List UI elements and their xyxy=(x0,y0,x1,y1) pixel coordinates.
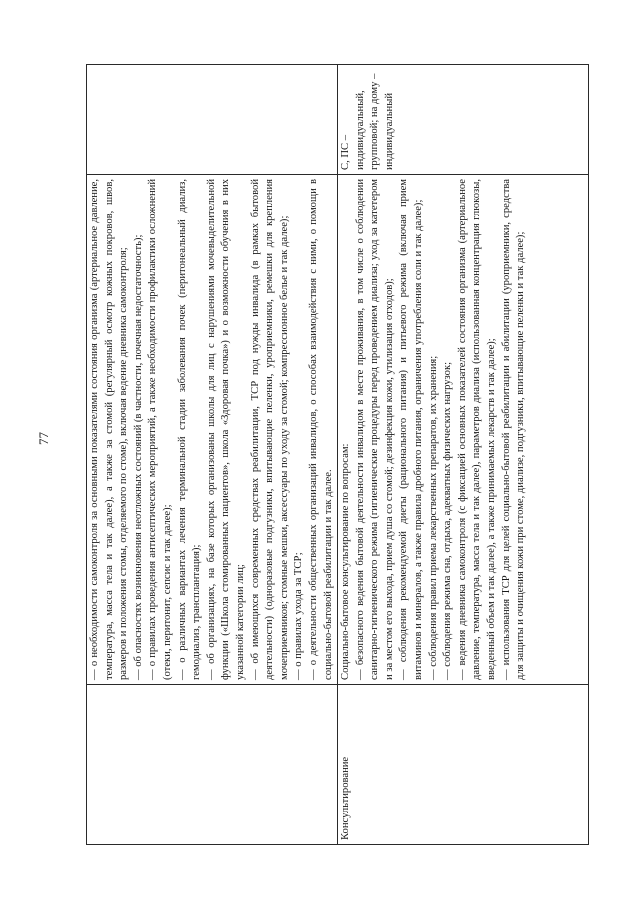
service-cell xyxy=(338,685,589,845)
page-number: 77 xyxy=(36,432,51,445)
form-cell xyxy=(338,65,589,175)
list-item: — о правилах ухода за ТСР; xyxy=(293,552,305,680)
list-item: — ведения дневника самоконтроля (с фиксацией основных показателей состояния организма (артериальное давление, температура, масса тела и так далее), параметров диализа (использованная концентрация глюкозы, введенный объем и так далее), а также принимаемых лекарств и так далее); xyxy=(456,179,498,680)
content-cell xyxy=(87,175,338,685)
list-item: — соблюдения правил приема лекарственных препаратов, их хранения; xyxy=(427,355,439,680)
service-name: Консультирование xyxy=(340,756,352,840)
form-cell xyxy=(87,65,338,175)
rotated-table-wrapper xyxy=(86,65,586,845)
service-cell xyxy=(87,685,338,845)
list-item: — о необходимости самоконтроля за основными показателями состояния организма (артериальное давление, температура, масса тела и так далее), а также за стомой (регулярный осмотр кожных покровов, швов, размеров и положения стомы, отделяемого по стоме), включая ведение дневника самоконтроля; xyxy=(89,179,130,680)
list-item: Социально-бытовое консультирование по вопросам: xyxy=(340,443,352,680)
service-form: С, ПС – индивидуальный, групповой; на дому – индивидуальный xyxy=(340,73,395,170)
list-item: — соблюдения режима сна, отдыха, адекватных физических нагрузок; xyxy=(442,361,454,680)
content-cell xyxy=(338,175,589,685)
list-item: — безопасного ведения бытовой деятельности инвалидом в месте проживания, в том числе о соблюдении санитарно-гигиенического режима (гигиенические процедуры перед проведением диализа; уход за катетером и за местом его выхода, прием душа со стомой; дезинфекция кожи, утилизация отходов); xyxy=(354,179,395,680)
list-item: — об имеющихся современных средствах реабилитации, ТСР под нужды инвалида (в рамках бытовой деятельности) (одноразовые подгузники, впитывающие пеленки, уроприемники, ремешки для крепления мочеприемников; стомные мешки, аксессуары по уходу за стомой; компрессионное белье и так далее); xyxy=(249,179,290,680)
list-item: — использования ТСР для целей социально-бытовой реабилитации и абилитации (уроприемники, средства для защиты и очищения кожи при стоме, диализе, подгузники, впитывающие пеленки и так далее); xyxy=(500,179,527,680)
services-table xyxy=(86,64,589,845)
list-item: — о правилах проведения антисептических мероприятий, а также необходимости профилактики осложнений (отеки, перитонит, сепсис и так далее); xyxy=(147,179,173,680)
table-row xyxy=(87,65,338,845)
list-item: — о различных вариантах лечения терминальной стадии заболевания почек (перитонеальный диализ, гемодиализ, трансплантация); xyxy=(176,179,203,680)
list-item: — соблюдения рекомендуемой диеты (рационального питания) и питьевого режима (включая прием витаминов и минералов, а также правила дробного питания, ограничения употребления соли и так далее); xyxy=(398,179,425,680)
table-row xyxy=(338,65,589,845)
list-item: — об организациях, на базе которых организованы школы для лиц с нарушениями мочевыделительной функции («Школа стомированных пациентов», школа «Здоровая почка») и о возможности обучения в них указанной категории лиц; xyxy=(205,179,246,680)
list-item: — о деятельности общественных организаций инвалидов, о способах взаимодействия с ними, о помощи в социально-бытовой реабилитации и так далее. xyxy=(307,179,334,680)
list-item: — об опасностях возникновения неотложных состояний (в частности, почечная недостаточность); xyxy=(132,234,144,680)
